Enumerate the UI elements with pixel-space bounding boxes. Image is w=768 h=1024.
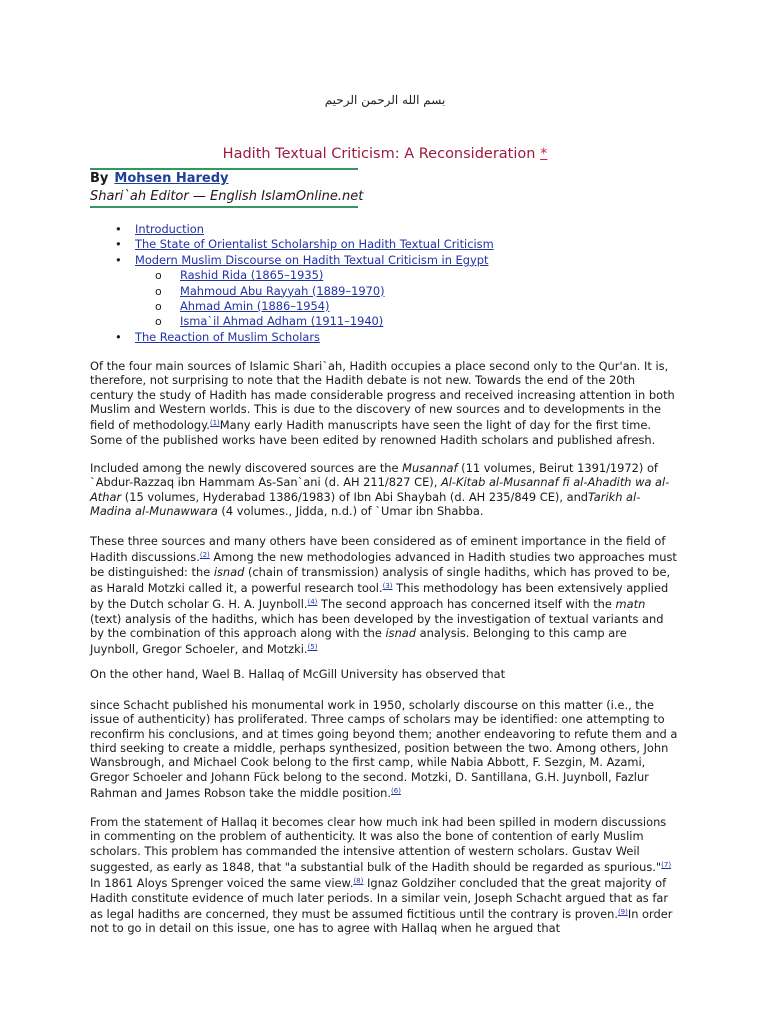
footnote-link[interactable]: (5) [307, 643, 318, 652]
toc-subitem [90, 299, 680, 314]
toc-link[interactable]: Mahmoud Abu Rayyah (1889–1970) [180, 283, 385, 298]
paragraph-text: This methodology has been extensively applied by the Dutch scholar G. H. A. Juynboll. [90, 581, 669, 612]
divider-rule [90, 206, 358, 208]
byline [90, 171, 229, 186]
toc-link[interactable]: The Reaction of Muslim Scholars [135, 329, 320, 344]
title-text: Hadith Textual Criticism: A Reconsideration [222, 146, 536, 162]
paragraph-text: The second approach has concerned itself with the [317, 597, 616, 612]
article-title [90, 146, 680, 162]
paragraph-text: On the other hand, Wael B. Hallaq of McGill University has observed that [90, 667, 506, 681]
toc-subitem [90, 284, 680, 299]
book-title: Al-Kitab al-Musannaf fi al-Ahadith wa al-Athar [90, 475, 670, 504]
footnote-link[interactable]: (6) [391, 787, 401, 796]
footnote-link[interactable]: (2) [199, 551, 210, 560]
paragraph-text: Among the new methodologies advanced in Hadith studies two approaches must be distinguished: the [90, 550, 677, 579]
paragraph-text: (chain of transmission) analysis of single hadiths, which has proved to be, as Harald Motzki called it, a powerful research tool. [90, 564, 671, 596]
footnote-link[interactable]: (3) [382, 582, 393, 591]
toc-item [90, 222, 680, 237]
toc-link[interactable]: The State of Orientalist Scholarship on Hadith Textual Criticism [135, 237, 494, 252]
term: matn [615, 597, 646, 612]
paragraph-text: In 1861 Aloys Sprenger voiced the same view. [90, 876, 354, 891]
paragraph-text: (text) analysis of the hadiths, which has been developed by the investigation of textual variants and by the combination of this approach along with the [90, 611, 664, 641]
book-title: Musannaf [402, 461, 458, 475]
paragraph-text: Many early Hadith manuscripts have seen the light of day for the first time. Some of the published works have been edited by renowned Hadith scholars and published afresh. [90, 418, 656, 447]
author-role: Shari`ah Editor — English IslamOnline.net [90, 189, 364, 204]
toc-subitem [90, 314, 680, 329]
term: isnad [385, 626, 417, 641]
divider-rule [90, 168, 358, 170]
quote-text: since Schacht published his monumental work in 1950, scholarly discourse on this matter (i.e., the issue of authenticity) has proliferated. Three camps of scholars may be identified: one attempting to reconfirm his conclusions, and at times going beyond them; another endeavoring to refute them and a third seeking to create a middle, perhaps synthesized, position between the two. Among others, John Wansbrough, and Michael Cook belong to the first camp, while Nabia Abbott, F. Sezgin, M. Azami, Gregor Schoeler and Johann Fück belong to the second. Motzki, D. Santillana, G.H. Juynboll, Fazlur Rahman and James Robson take the middle position. [90, 698, 678, 801]
paragraph [90, 667, 678, 681]
paragraph-text: Of the four main sources of Islamic Shari`ah, Hadith occupies a place second only to the Qur'an. It is, therefore, not surprising to note that the Hadith debate is not new. Towards the end of the 20th century the study of Hadith has made considerable progress and received increasing attention in both Muslim and Western worlds. This is due to the discovery of new sources and to developments in the field of methodology. [90, 359, 675, 433]
toc-subitem [90, 268, 680, 283]
byline-by: By [90, 171, 109, 186]
paragraph [90, 461, 678, 518]
paragraph-text: analysis. Belonging to this camp are Juynboll, Gregor Schoeler, and Motzki. [90, 626, 627, 657]
paragraph-text: In order not to go in detail on this issue, one has to agree with Hallaq when he argued that [90, 907, 673, 936]
footnote-link[interactable]: (9) [617, 908, 628, 917]
term: isnad [213, 564, 245, 579]
toc-item [90, 253, 680, 268]
paragraph [90, 534, 678, 657]
paragraph-text: From the statement of Hallaq it becomes clear how much ink had been spilled in modern discussions in commenting on the problem of authenticity. It was also the bone of contention of early Muslim scholars. This problem has commanded the intensive attention of western scholars. Gustav Weil suggested, as early as 1848, that "a substantial bulk of the Hadith should be regarded as spurious." [90, 815, 667, 875]
paragraph-text: (4 volumes., Jidda, n.d.) of `Umar ibn Shabba. [217, 504, 484, 519]
paragraph-text: (11 volumes, Beirut 1391/1972) of `Abdur-Razzaq ibn Hammam As-San`ani (d. AH 211/827 CE), [90, 461, 658, 490]
footnote-link[interactable]: (1) [209, 419, 220, 428]
table-of-contents [90, 222, 680, 345]
paragraph [90, 359, 678, 447]
toc-link[interactable]: Ahmad Amin (1886–1954) [180, 298, 330, 313]
toc-link[interactable]: Rashid Rida (1865–1935) [180, 268, 324, 283]
title-footnote-link[interactable]: * [540, 146, 548, 162]
footnote-link[interactable]: (7) [661, 861, 672, 870]
footnote-link[interactable]: (4) [307, 598, 318, 607]
blockquote [90, 698, 678, 800]
paragraph [90, 815, 678, 936]
toc-item [90, 330, 680, 345]
toc-item [90, 237, 680, 252]
toc-link[interactable]: Introduction [135, 222, 204, 236]
toc-link[interactable]: Isma`il Ahmad Adham (1911–1940) [180, 314, 384, 329]
paragraph-text: Included among the newly discovered sources are the [90, 461, 403, 475]
book-title: Tarikh al-Madina al-Munawwara [90, 489, 641, 519]
paragraph-text: These three sources and many others have been considered as of eminent importance in the field of Hadith discussions. [90, 534, 666, 565]
author-link[interactable]: Mohsen Haredy [114, 171, 229, 186]
toc-link[interactable]: Modern Muslim Discourse on Hadith Textual Criticism in Egypt [135, 252, 489, 267]
paragraph-text: (15 volumes, Hyderabad 1386/1983) of Ibn Abi Shaybah (d. AH 235/849 CE), and [121, 489, 589, 504]
bismillah: بسم الله الرحمن الرحيم [324, 93, 446, 107]
footnote-link[interactable]: (8) [353, 877, 364, 886]
paragraph-text: Ignaz Goldziher concluded that the great majority of Hadith constitute evidence of much later periods. In a similar vein, Joseph Schacht argued that as far as legal hadiths are concerned, they must be assumed fictitious until the contrary is proven. [90, 876, 669, 922]
